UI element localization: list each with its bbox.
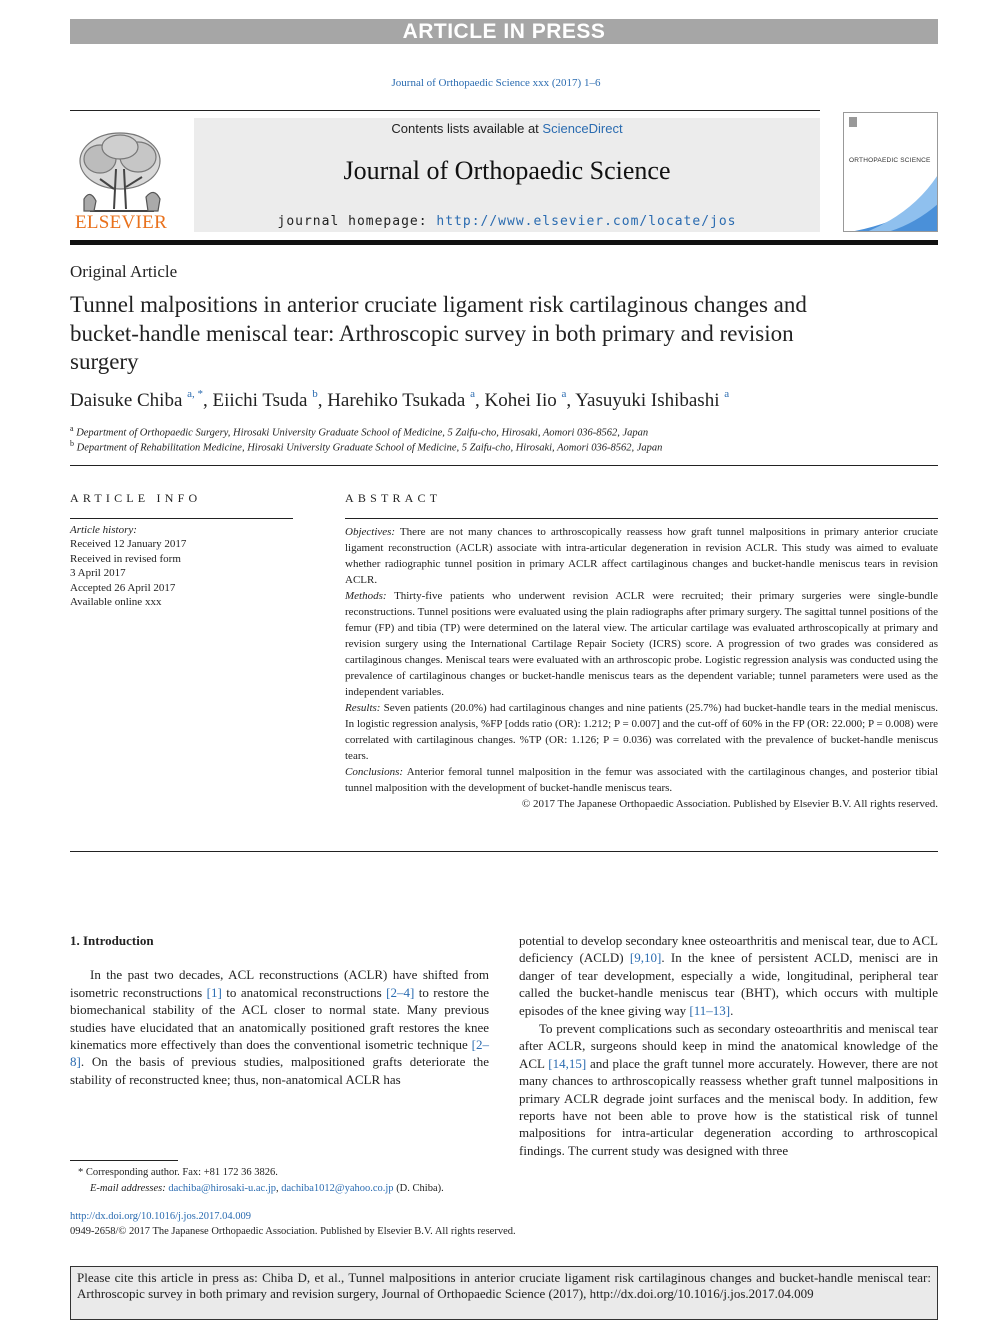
abstract-label: Results: <box>345 702 381 714</box>
affiliation-key: b <box>70 439 74 448</box>
author-affiliation-mark[interactable]: a, * <box>187 388 204 400</box>
issn-line: 0949-2658/© 2017 The Japanese Orthopaedic Association. Published by Elsevier B.V. All rights reserved. <box>70 1226 516 1237</box>
contents-prefix: Contents lists available at <box>391 121 543 136</box>
email-line <box>70 1181 490 1197</box>
email-suffix: (D. Chiba). <box>393 1183 444 1194</box>
abstract-text: Thirty-five patients who underwent revision ACLR were recruited; their primary surgeries were single-bundle reconstructions. Tunnel positions were evaluated using the plain radiographs after primary surgery. The sagittal tunnel positions of the femur (FP) and tibia (TP) were determined on the lateral view. The articular cartilage was evaluated arthroscopically at primary and revision surgery using the International Cartilage Repair Society (ICRS) score. A progression of two grades was considered as cartilaginous changes. Meniscal tears were evaluated with an arthroscopic probe. Logistic regression analysis was conducted using the prevalence of cartilaginous changes or bucket-handle meniscus tears as the dependent variable; tunnel parameters were used as the independent variables. <box>345 590 938 698</box>
journal-cover-thumbnail-icon[interactable] <box>843 112 938 232</box>
cover-art-icon <box>844 113 938 232</box>
corresponding-note: * Corresponding author. Fax: +81 172 36 3826. <box>78 1167 278 1178</box>
doi-link[interactable]: http://dx.doi.org/10.1016/j.jos.2017.04.009 <box>70 1211 251 1222</box>
abstract-rule <box>345 518 938 519</box>
article-info-rule <box>70 518 293 519</box>
abstract-text: Anterior femoral tunnel malposition in the femur was associated with the cartilaginous changes, and posterior tibial tunnel malposition with the development of bucket-handle meniscus tears. <box>345 766 938 794</box>
paragraph-text: potential to develop secondary knee osteoarthritis and meniscal tear, due to ACL deficiency (ACLD) <box>519 933 938 966</box>
cover-title: ORTHOPAEDIC SCIENCE <box>849 157 931 164</box>
affiliation-a <box>70 424 938 439</box>
abstract-label: Objectives: <box>345 526 396 538</box>
sciencedirect-link[interactable]: ScienceDirect <box>542 121 623 136</box>
homepage-prefix: journal homepage: <box>277 214 437 229</box>
corresponding-author-footnote <box>70 1165 490 1197</box>
paragraph-text: To prevent complications such as secondary osteoarthritis and meniscal tear after ACLR, surgeons should keep in mind the anatomical knowledge of the ACL <box>519 1021 938 1071</box>
abstract-body <box>345 524 938 812</box>
history-item: Received 12 January 2017 <box>70 538 187 551</box>
intro-right-column <box>519 932 938 1159</box>
abstract-end-rule <box>70 851 938 852</box>
contents-line <box>194 121 820 136</box>
abstract-methods <box>345 588 938 700</box>
abstract-objectives <box>345 524 938 588</box>
author-name[interactable]: Eiichi Tsuda <box>212 390 308 411</box>
history-item: Available online xxx <box>70 596 162 609</box>
intro-paragraph <box>519 932 938 1019</box>
affiliation-text: Department of Orthopaedic Surgery, Hirosaki University Graduate School of Medicine, 5 Zaifu-cho, Hirosaki, Aomori 036-8562, Japan <box>76 427 649 439</box>
article-title: Tunnel malpositions in anterior cruciate ligament risk cartilaginous changes and bucket-handle meniscal tear: Arthroscopic survey in both primary and revision surgery <box>70 292 807 374</box>
citation-ref-link[interactable]: [2–4] <box>386 984 415 1000</box>
abstract-copyright: © 2017 The Japanese Orthopaedic Association. Published by Elsevier B.V. All rights reserved. <box>521 798 938 810</box>
paragraph-text: and place the graft tunnel more accurately. However, there are not many chances to arthroscopically reassess whether graft tunnel malpositions in primary ACLR degrade joint surfaces and the meniscal body. In addition, few reports have not been able to prove how is the statistical risk of tunnel malpositions for intra-articular degeneration according to arthroscopical findings. The current study was designed with three <box>519 1055 938 1158</box>
article-type: Original Article <box>70 262 178 281</box>
footnote-rule <box>70 1160 178 1161</box>
journal-homepage-line <box>194 214 820 229</box>
intro-paragraph <box>519 1020 938 1159</box>
author-affiliation-mark[interactable]: b <box>312 388 318 400</box>
email-link[interactable]: dachiba1012@yahoo.co.jp <box>281 1183 394 1194</box>
elsevier-wordmark: ELSEVIER <box>74 212 168 233</box>
author-name[interactable]: Daisuke Chiba <box>70 390 183 411</box>
article-in-press-banner: ARTICLE IN PRESS <box>70 19 938 44</box>
abstract-conclusions <box>345 764 938 796</box>
history-label: Article history: <box>70 524 137 536</box>
paragraph-text: to restore the biomechanical stability of the ACL closer to normal state. Many previous studies have elucidated that an anatomically positioned graft restores the knee kinematics more effectively than does the conventional isometric technique <box>70 984 489 1053</box>
citation-ref-link[interactable]: [2–8] <box>70 1037 489 1070</box>
affiliation-text: Department of Rehabilitation Medicine, Hirosaki University Graduate School of Medicine, 5 Zaifu-cho, Hirosaki, Aomori 036-8562, Japan <box>76 442 663 454</box>
header-top-rule <box>70 110 820 111</box>
paragraph-text: . On the basis of previous studies, malpositioned grafts deteriorate the stability of reconstructed knee; thus, non-anatomical ACLR has <box>70 1054 489 1087</box>
abstract-text: There are not many chances to arthroscopically reassess how graft tunnel malpositions in primary anterior cruciate ligament reconstruction (ACLR) associate with intra-articular degeneration in revision ACLR. This study was aimed to evaluate whether radiographic tunnel position in primary ACLR affect cartilaginous changes and bucket-handle meniscus tears in revision ACLR. <box>345 526 938 586</box>
citation-ref-link[interactable]: [9,10] <box>629 950 662 966</box>
citation-ref-link[interactable]: [11–13] <box>689 1002 731 1018</box>
email-link[interactable]: dachiba@hirosaki-u.ac.jp <box>168 1183 276 1194</box>
intro-paragraph <box>70 966 489 1088</box>
authors-divider <box>70 465 938 466</box>
email-label: E-mail addresses: <box>90 1183 166 1194</box>
citation-ref-link[interactable]: [14,15] <box>548 1055 587 1071</box>
author-name[interactable]: Kohei Iio <box>484 390 557 411</box>
author-affiliation-mark[interactable]: a <box>561 388 567 400</box>
abstract-label: Conclusions: <box>345 766 404 778</box>
history-item: Received in revised form <box>70 552 181 565</box>
citation-box: Please cite this article in press as: Chiba D, et al., Tunnel malpositions in anterior cruciate ligament risk cartilaginous changes and bucket-handle meniscal tear: Arthroscopic survey in both primary and revision surgery, Journal of Orthopaedic Science (2017), http://dx.doi.org/10.1016/j.jos.2017.04.009 <box>70 1266 938 1320</box>
history-item: 3 April 2017 <box>70 567 126 580</box>
author-name[interactable]: Harehiko Tsukada <box>327 390 466 411</box>
paragraph-text: . <box>730 1002 734 1018</box>
affiliation-b <box>70 439 938 454</box>
affiliation-key: a <box>70 424 74 433</box>
citation-ref-link[interactable]: [1] <box>206 984 222 1000</box>
paragraph-text: . In the knee of persistent ACLD, menisci are in danger of tear development, especially a wide, longitudinal, peripheral tear called the bucket-handle meniscus tear (BHT), which occurs with multiple episodes of the knee giving way <box>519 950 938 1018</box>
author-affiliation-mark[interactable]: a <box>470 388 475 400</box>
author-affiliation-mark[interactable]: a <box>724 388 730 400</box>
journal-title: Journal of Orthopaedic Science <box>343 156 671 185</box>
abstract-results <box>345 700 938 764</box>
paragraph-text: In the past two decades, ACL reconstructions (ACLR) have shifted from isometric reconstructions <box>70 967 489 1000</box>
homepage-link[interactable]: http://www.elsevier.com/locate/jos <box>436 214 737 229</box>
journal-reference-link[interactable]: Journal of Orthopaedic Science xxx (2017) 1–6 <box>391 77 601 89</box>
abstract-heading: ABSTRACT <box>345 491 442 505</box>
header-thick-rule <box>70 240 938 245</box>
section-heading-introduction: 1. Introduction <box>70 933 154 948</box>
article-info-heading: ARTICLE INFO <box>70 491 202 505</box>
email-separator: , <box>276 1183 282 1194</box>
abstract-label: Methods: <box>345 590 387 602</box>
author-name[interactable]: Yasuyuki Ishibashi <box>575 390 720 411</box>
paragraph-text: to anatomical reconstructions <box>221 984 387 1000</box>
history-item: Accepted 26 April 2017 <box>70 581 176 594</box>
author-list: Daisuke Chiba $^{a, *}$, Eiichi Tsuda $^b$, Harehiko Tsukada $^a$, Kohei Iio $^a$, Yasuyuki Ishibashi $^a$ <box>70 388 730 411</box>
intro-left-column <box>70 932 489 1088</box>
abstract-text: Seven patients (20.0%) had cartilaginous changes and nine patients (25.7%) had bucket-handle tears in the medial meniscus. In logistic regression analysis, %FP [odds ratio (OR): 1.212; P = 0.007] and the cut-off of 60% in the FP (OR: 22.000; P = 0.008) were correlated with cartilaginous changes. %TP (OR: 1.126; P = 0.036) was correlated with the prevalence of bucket-handle meniscus tears. <box>345 702 938 762</box>
article-history <box>70 523 293 609</box>
